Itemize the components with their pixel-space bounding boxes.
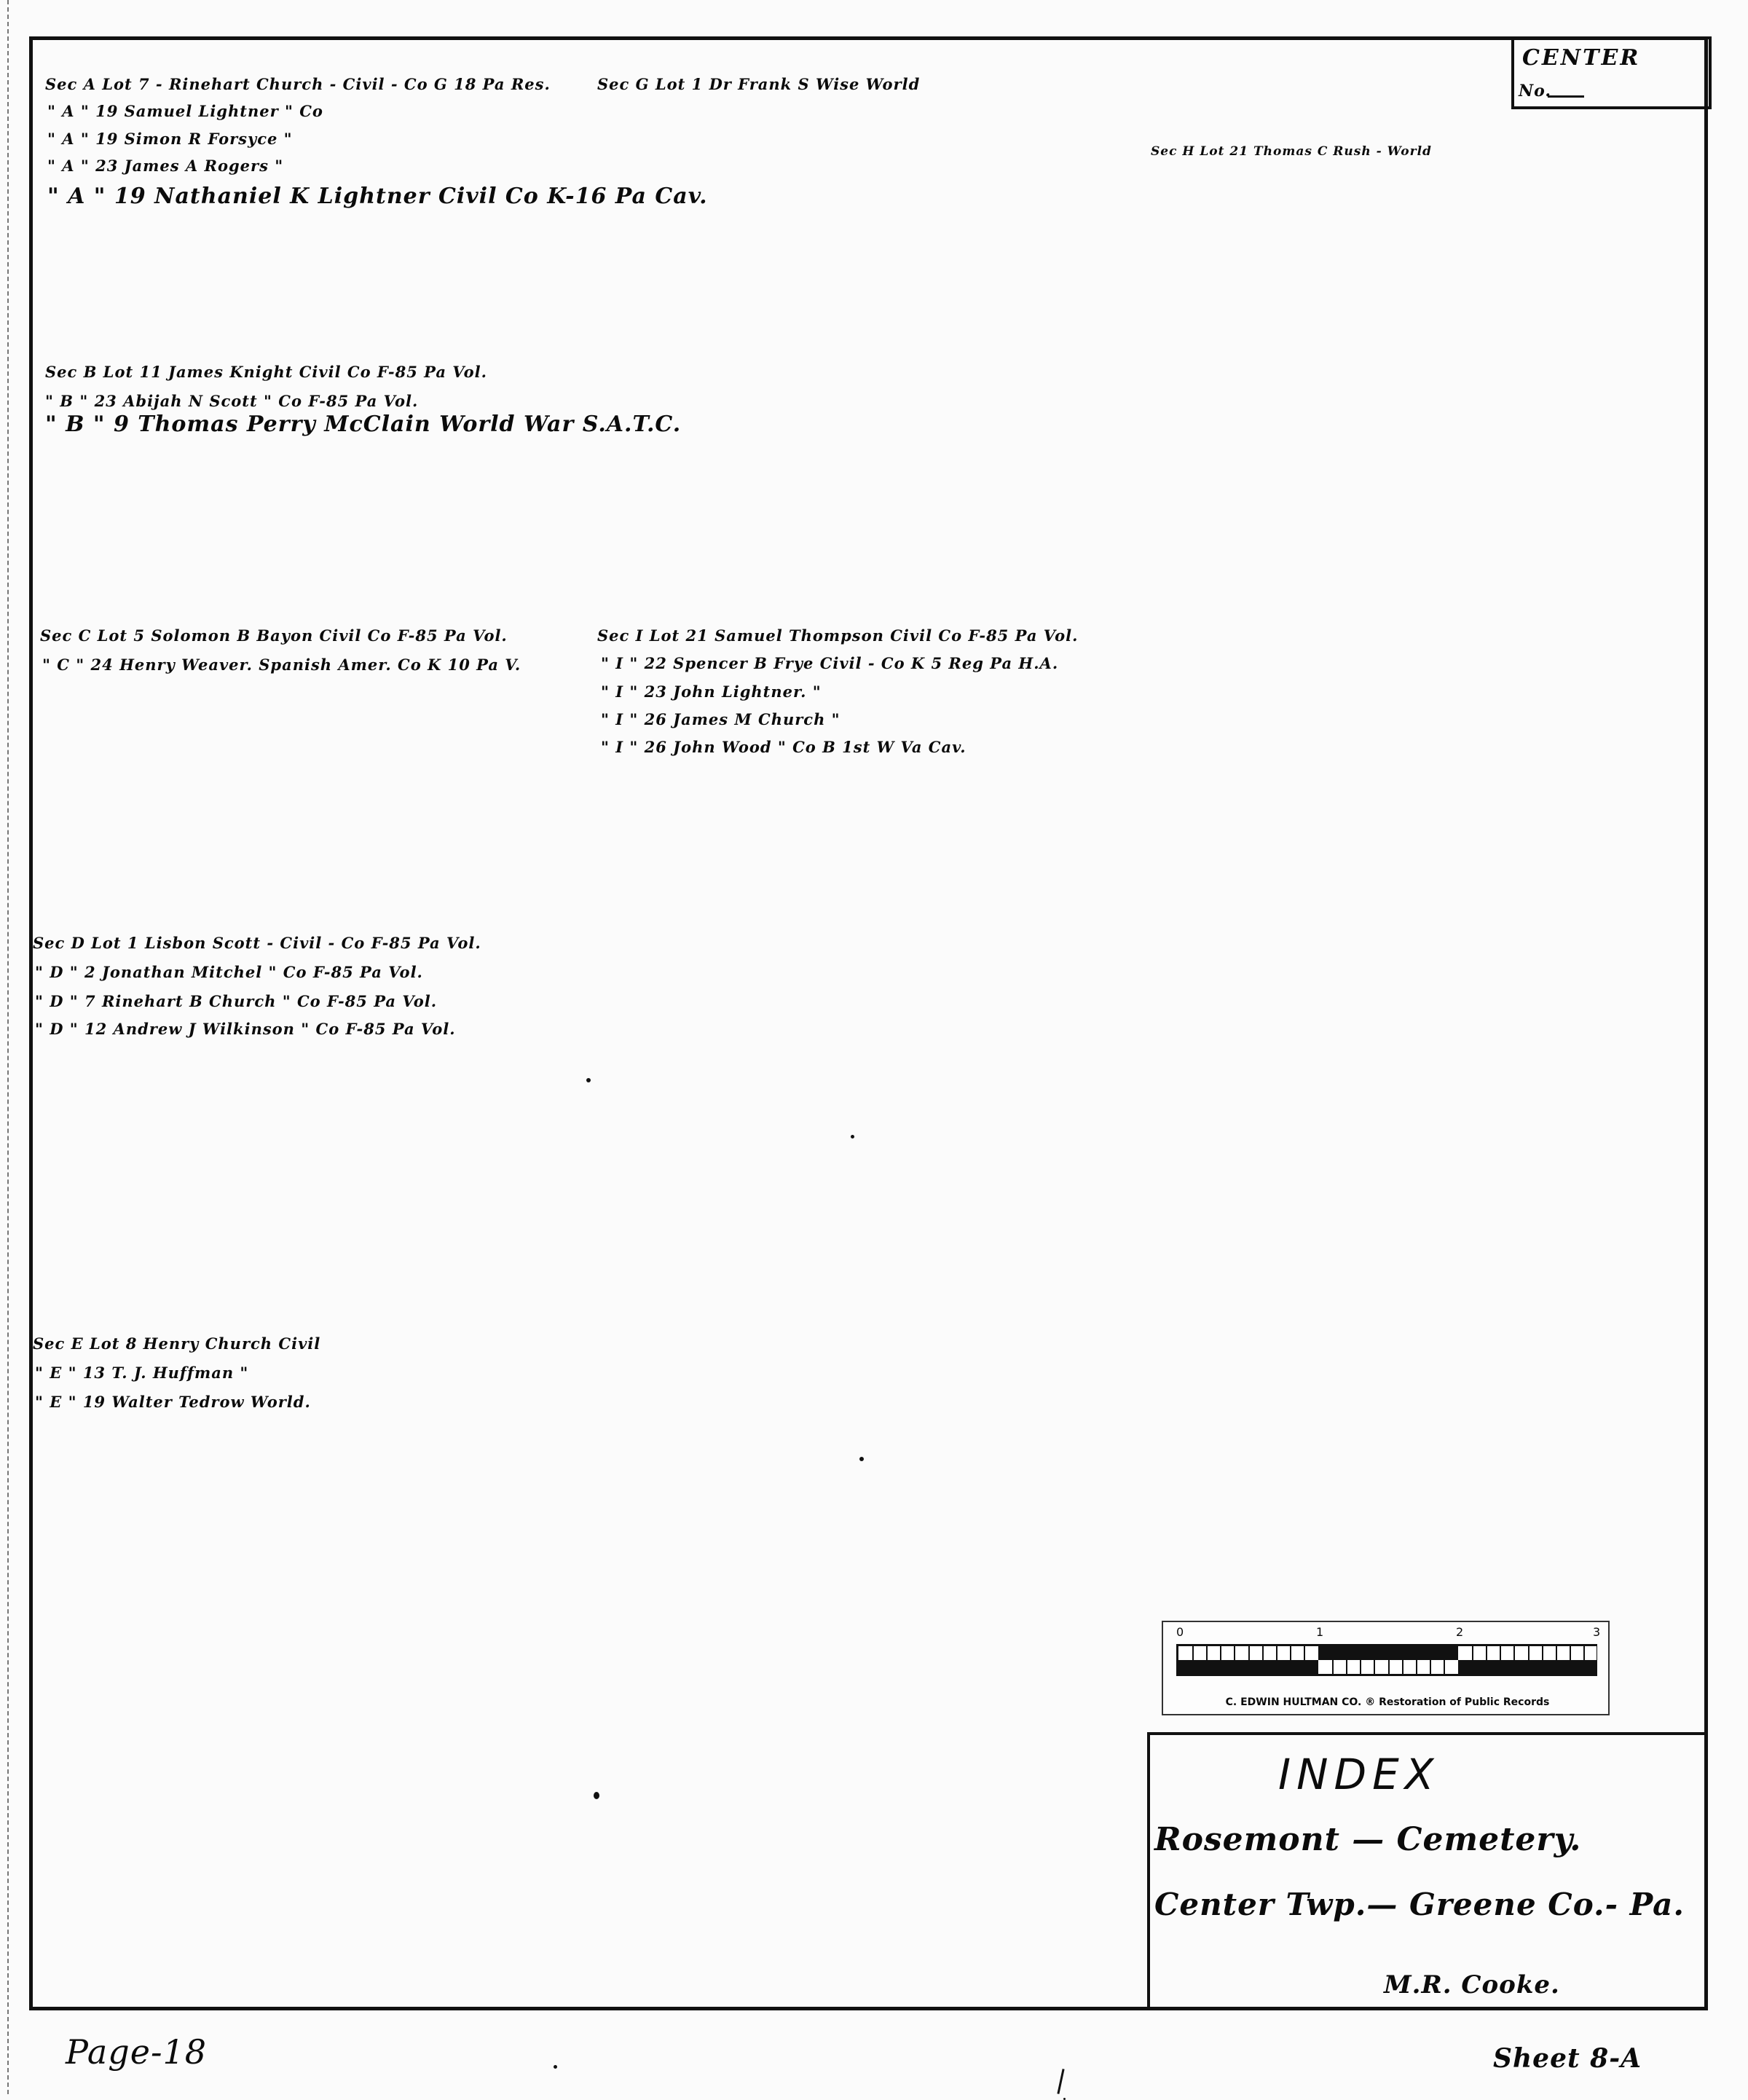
entry-c-1: " C " 24 Henry Weaver. Spanish Amer. Co K 10 Pa V. [42,656,521,674]
entry-d-0: Sec D Lot 1 Lisbon Scott - Civil - Co F-85 Pa Vol. [33,934,481,952]
scan-speck [859,1457,864,1461]
scan-speck [554,2065,557,2069]
center-number-label: No. [1519,82,1552,101]
entry-a-2: " A " 19 Simon R Forsyce " [47,130,293,148]
scan-speck [586,1078,591,1082]
surveyor-signature: M.R. Cooke. [1384,1970,1560,1999]
index-title: INDEX [1278,1750,1440,1799]
center-label: CENTER [1522,45,1641,71]
scale-tick-3: 3 [1593,1625,1601,1639]
entry-i-4: " I " 26 John Wood " Co B 1st W Va Cav. [601,738,966,756]
page-number: Page-18 [66,2032,208,2072]
entry-i-2: " I " 23 John Lightner. " [601,683,822,701]
entry-i-3: " I " 26 James M Church " [601,710,840,728]
scale-tick-2: 2 [1456,1625,1464,1639]
entry-d-1: " D " 2 Jonathan Mitchel " Co F-85 Pa Vol. [35,963,423,981]
entry-i-0: Sec I Lot 21 Samuel Thompson Civil Co F-85 Pa Vol. [597,626,1079,645]
entry-d-2: " D " 7 Rinehart B Church " Co F-85 Pa Vol. [35,992,438,1010]
scale-ruler [1176,1644,1597,1676]
scale-tick-1: 1 [1316,1625,1324,1639]
entry-a-1: " A " 19 Samuel Lightner " Co [47,102,323,120]
entry-h-0: Sec H Lot 21 Thomas C Rush - World [1151,144,1432,159]
scale-tick-0: 0 [1176,1625,1184,1639]
township-county: Center Twp.— Greene Co.- Pa. [1154,1887,1685,1922]
entry-e-0: Sec E Lot 8 Henry Church Civil [33,1334,321,1353]
sheet-number: Sheet 8-A [1493,2043,1642,2074]
scale-caption: C. EDWIN HULTMAN CO. ® Restoration of Public Records [1225,1696,1550,1708]
scan-speck [851,1135,854,1139]
entry-b-1: " B " 23 Abijah N Scott " Co F-85 Pa Vol. [45,392,419,410]
entry-b-2: " B " 9 Thomas Perry McClain World War S.A.T.C. [45,412,682,437]
entry-g-0: Sec G Lot 1 Dr Frank S Wise World [597,75,921,93]
cemetery-name: Rosemont — Cemetery. [1154,1821,1582,1858]
entry-d-3: " D " 12 Andrew J Wilkinson " Co F-85 Pa Vol. [35,1020,456,1038]
scan-speck [594,1792,599,1799]
entry-i-1: " I " 22 Spencer B Frye Civil - Co K 5 Reg Pa H.A. [601,654,1059,672]
entry-a-3: " A " 23 James A Rogers " [47,157,284,175]
entry-a-0: Sec A Lot 7 - Rinehart Church - Civil - Co G 18 Pa Res. [45,75,551,93]
entry-b-0: Sec B Lot 11 James Knight Civil Co F-85 Pa Vol. [45,363,487,381]
entry-c-0: Sec C Lot 5 Solomon B Bayon Civil Co F-85 Pa Vol. [40,626,508,645]
scan-edge [0,0,9,2094]
scale-bar-box [1162,1621,1610,1715]
entry-e-2: " E " 19 Walter Tedrow World. [35,1393,311,1411]
entry-a-4: " A " 19 Nathaniel K Lightner Civil Co K-16 Pa Cav. [47,184,708,209]
entry-e-1: " E " 13 T. J. Huffman " [35,1364,249,1382]
scan-mark [1057,2069,1064,2094]
